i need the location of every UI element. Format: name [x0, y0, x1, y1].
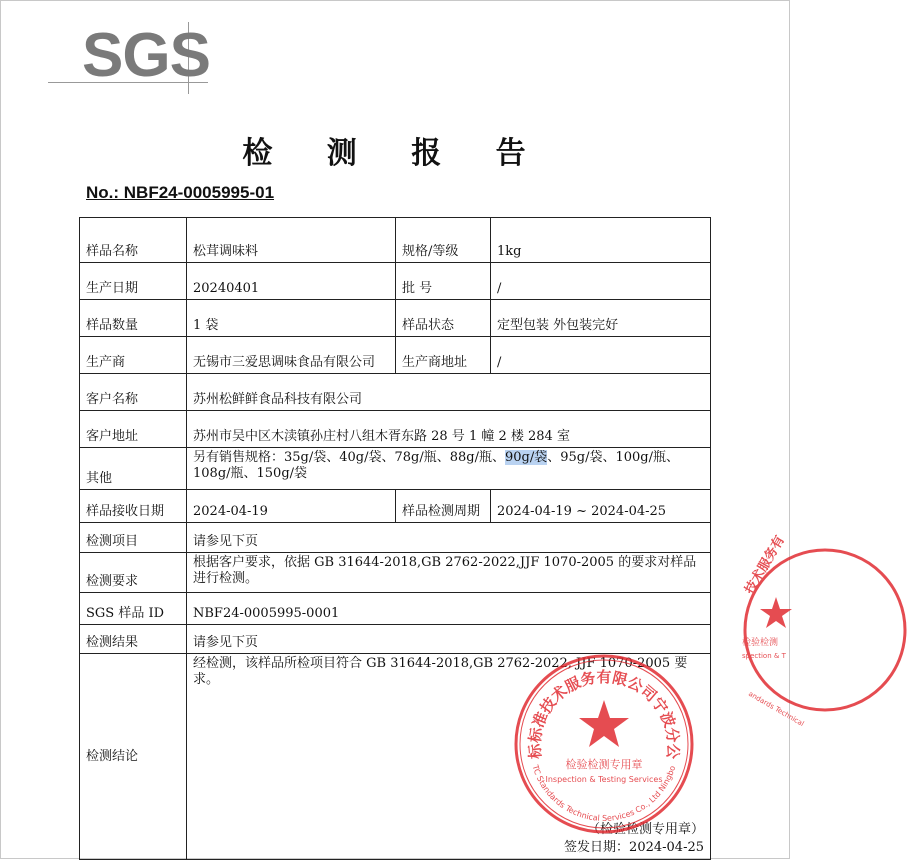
issue-date-label: 签发日期： — [564, 840, 630, 855]
label-quantity: 样品数量 — [80, 300, 187, 337]
seal-graphic — [512, 652, 696, 836]
value-sgs-id: NBF24-0005995-0001 — [187, 593, 711, 625]
label-test-items: 检测项目 — [80, 523, 187, 553]
table-row — [80, 625, 711, 654]
label-batch: 批 号 — [396, 263, 491, 300]
seal-outer-english: TC Standards Technical Services Co., Ltd Ningbo — [530, 763, 678, 823]
table-row — [80, 263, 711, 300]
value-other — [187, 448, 711, 490]
other-text-post: 、95g/袋、100g/瓶、108g/瓶、150g/袋 — [193, 450, 679, 481]
logo-text: SGS — [82, 21, 210, 90]
value-test-items: 请参见下页 — [187, 523, 711, 553]
selected-text-highlight[interactable]: 90g/袋 — [504, 450, 548, 465]
table-row — [80, 553, 711, 593]
edge-seal-english: andards Technical — [747, 689, 806, 729]
issue-date: 2024-04-25 — [629, 840, 704, 855]
label-prod-date: 生产日期 — [80, 263, 187, 300]
label-client: 客户名称 — [80, 374, 187, 411]
seal-note: （检验检测专用章） — [586, 822, 704, 837]
label-other: 其他 — [80, 448, 187, 490]
value-client-addr: 苏州市吴中区木渎镇孙庄村八组木胥东路 28 号 1 幢 2 楼 284 室 — [187, 411, 711, 448]
edge-seal-sub-text: spection & T — [742, 652, 786, 660]
seal-sub-text: Inspection & Testing Services — [545, 775, 663, 784]
label-conclusion: 检测结论 — [80, 654, 187, 860]
seal-center-text: 检验检测专用章 — [565, 758, 643, 771]
value-quantity: 1 袋 — [187, 300, 396, 337]
conclusion-text: 经检测，该样品所检项目符合 GB 31644-2018,GB 2762-2022, JJF 1070-2005 要求。 — [193, 656, 688, 687]
table-row — [80, 490, 711, 523]
other-text-pre: 另有销售规格：35g/袋、40g/袋、78g/瓶、88g/瓶、 — [193, 450, 505, 465]
value-test-period: 2024-04-19 ~ 2024-04-25 — [491, 490, 711, 523]
seal-ring-text: 标标准技术服务有限公司宁波分公 — [525, 668, 683, 760]
value-result: 请参见下页 — [187, 625, 711, 654]
issue-date-line — [564, 839, 704, 857]
edge-seal — [740, 533, 806, 729]
official-seal — [512, 652, 696, 836]
label-receive-date: 样品接收日期 — [80, 490, 187, 523]
table-row — [80, 411, 711, 448]
table-row — [80, 374, 711, 411]
value-sample-name: 松茸调味料 — [187, 218, 396, 263]
label-manufacturer-addr: 生产商地址 — [396, 337, 491, 374]
label-result: 检测结果 — [80, 625, 187, 654]
label-test-period: 样品检测周期 — [396, 490, 491, 523]
label-sample-name: 样品名称 — [80, 218, 187, 263]
value-requirement: 根据客户要求，依据 GB 31644-2018,GB 2762-2022,JJF 1070-2005 的要求对样品进行检测。 — [187, 553, 711, 593]
edge-seal-ring-text: 技术服务有 — [742, 533, 788, 597]
table-row — [80, 337, 711, 374]
edge-seal-ring — [745, 550, 905, 710]
label-manufacturer: 生产商 — [80, 337, 187, 374]
edge-seal-center-text: 检验检测 — [742, 638, 779, 648]
report-number: No.: NBF24-0005995-01 — [86, 183, 275, 202]
edge-seal-graphic — [740, 533, 910, 729]
star-icon — [579, 700, 629, 747]
value-prod-date: 20240401 — [187, 263, 396, 300]
value-batch: / — [491, 263, 711, 300]
table-row — [80, 218, 711, 263]
value-spec: 1kg — [491, 218, 711, 263]
value-manufacturer: 无锡市三爱思调味食品有限公司 — [187, 337, 396, 374]
table-row — [80, 300, 711, 337]
value-client: 苏州松鲜鲜食品科技有限公司 — [187, 374, 711, 411]
label-state: 样品状态 — [396, 300, 491, 337]
value-receive-date: 2024-04-19 — [187, 490, 396, 523]
label-spec: 规格/等级 — [396, 218, 491, 263]
label-sgs-id: SGS 样品 ID — [80, 593, 187, 625]
sgs-logo — [78, 21, 214, 90]
table-row — [80, 448, 711, 490]
value-manufacturer-addr: / — [491, 337, 711, 374]
edge-star-icon — [760, 597, 792, 628]
table-row — [80, 593, 711, 625]
label-client-addr: 客户地址 — [80, 411, 187, 448]
label-requirement: 检测要求 — [80, 553, 187, 593]
value-state: 定型包装 外包装完好 — [491, 300, 711, 337]
table-row — [80, 523, 711, 553]
page-title: 检 测 报 告 — [242, 136, 548, 171]
